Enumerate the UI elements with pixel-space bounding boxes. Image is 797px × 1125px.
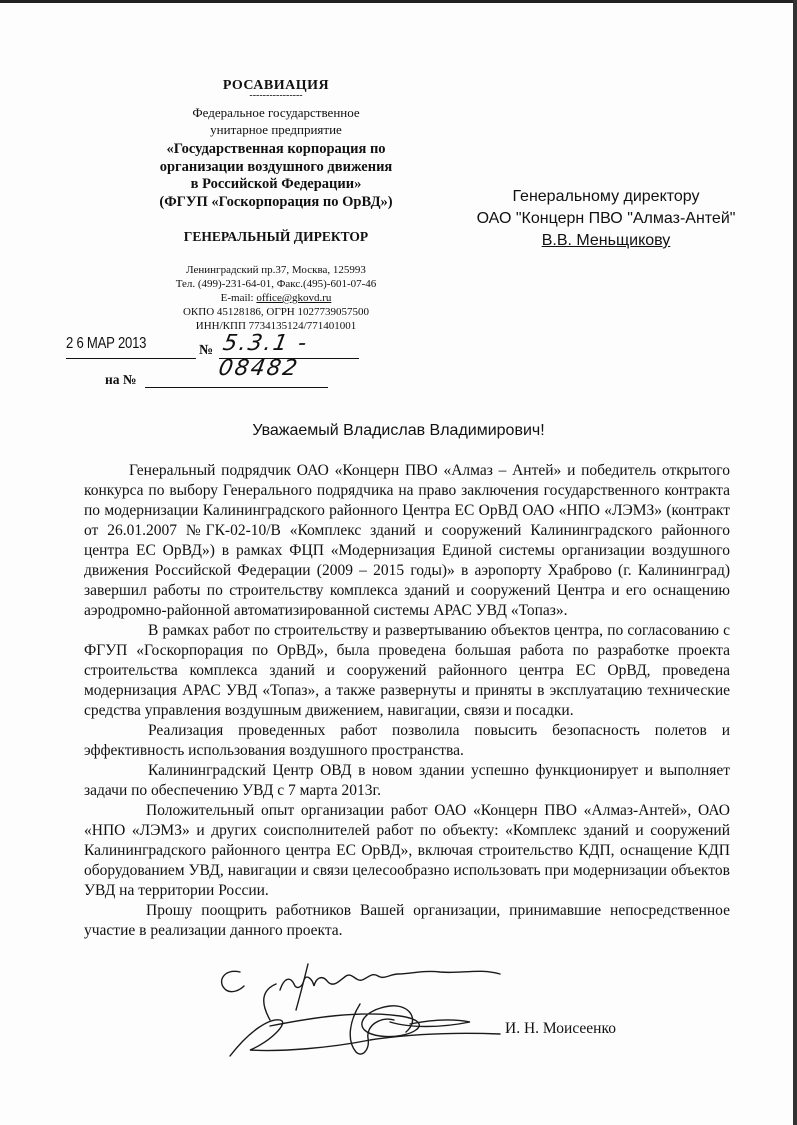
org-type-line: Федеральное государственное bbox=[192, 105, 360, 120]
date-underline bbox=[66, 358, 196, 359]
org-type-line: унитарное предприятие bbox=[210, 122, 342, 137]
handwritten-signature bbox=[210, 960, 530, 1070]
org-name-line: в Российской Федерации» bbox=[190, 176, 362, 192]
incoming-reference bbox=[105, 372, 335, 392]
addressee-block bbox=[450, 186, 762, 252]
paragraph: Прошу поощрить работников Вашей организации, принимавшие непосредственное участие в реализации данного проекта. bbox=[84, 902, 730, 939]
addressee-line: ОАО "Концерн ПВО "Алмаз-Антей" bbox=[476, 210, 736, 227]
paragraph: Калининградский Центр ОВД в новом здании успешно функционирует и выполняет задачи по обеспечению УВД с 7 марта 2013г. bbox=[84, 762, 730, 799]
org-name bbox=[96, 141, 456, 211]
paragraph: В рамках работ по строительству и развертыванию объектов центра, по согласованию с ФГУП «Госкорпорация по ОрВД», была проведена большая работа по разработке проекта строительства комплекса зданий и сооружений районного центра ЕС ОрВД, проведена модернизация АРАС УВД «Топаз», а также развернуты и приняты в эксплуатацию технические средства управления воздушным движением, навигации, связи и посадки. bbox=[84, 622, 730, 719]
email-link[interactable]: office@gkovd.ru bbox=[256, 292, 332, 304]
org-name-line: организации воздушного движения bbox=[159, 158, 393, 175]
outgoing-number: 5.3.1 - 08482 bbox=[216, 331, 311, 381]
sender-okpo: ОКПО 45128186, ОГРН 1027739057500 bbox=[182, 306, 370, 318]
addressee-name: В.В. Меньщикову bbox=[541, 232, 671, 249]
sender-email-row bbox=[96, 291, 456, 305]
paragraph: Реализация проведенных работ позволила повысить безопасность полетов и эффективность использования воздушного пространства. bbox=[84, 722, 730, 759]
sender-inn: ИНН/КПП 7734135124/771401001 bbox=[195, 320, 357, 332]
scan-top-edge bbox=[0, 0, 797, 3]
letter-body bbox=[84, 461, 730, 941]
email-label: E-mail: bbox=[220, 292, 257, 304]
sender-phones: Тел. (499)-231-64-01, Факс.(495)-601-07-46 bbox=[175, 278, 377, 290]
agency-name: РОСАВИАЦИЯ bbox=[222, 78, 330, 93]
org-type bbox=[96, 104, 456, 138]
org-name-line: «Государственная корпорация по bbox=[166, 141, 386, 157]
number-label: № bbox=[199, 343, 214, 358]
sender-contacts bbox=[96, 263, 456, 333]
outgoing-date-stamp: 2 6 МАР 2013 bbox=[66, 335, 147, 352]
sender-header bbox=[96, 78, 456, 333]
salutation: Уважаемый Владислав Владимирович! bbox=[252, 422, 545, 439]
incoming-number-underline bbox=[145, 387, 328, 388]
number-underline bbox=[219, 358, 359, 359]
paragraph: Положительный опыт организации работ ОАО «Концерн ПВО «Алмаз-Антей», ОАО «НПО «ЛЭМЗ» и других соисполнителей работ по объекту: «Комплекс зданий и сооружений Калининградского районного центра ЕС ОрВД», включая строительство КДП, оснащение КДП оборудованием УВД, навигации и связи целесообразно использовать при модернизации объектов УВД на территории России. bbox=[84, 802, 730, 899]
incoming-number-label: на № bbox=[105, 372, 137, 387]
addressee-line: Генеральному директору bbox=[512, 188, 700, 205]
paragraph: Генеральный подрядчик ОАО «Концерн ПВО «Алмаз – Антей» и победитель открытого конкурса по выбору Генерального подрядчика на право заключения государственного контракта по модернизации Калининградского районного Центра ЕС ОрВД ОАО «НПО «ЛЭМЗ» (контракт от 26.01.2007 №ГК-02-10/В «Комплекс зданий и сооружений Калининградского районного центра ЕС ОрВД») в рамках ФЦП «Модернизация Единой системы организации воздушного движения Российской Федерации (2009 – 2015 годы)» в аэропорту Храброво (г. Калининград) завершил работы по строительству комплекса зданий и сооружений Центра и его оснащению аэродромно-районной автоматизированной системы АРАС УВД «Топаз». bbox=[84, 462, 730, 619]
agency-divider: ---------------- bbox=[249, 90, 303, 101]
signatory-name: И. Н. Моисеенко bbox=[505, 1020, 616, 1037]
sender-title: ГЕНЕРАЛЬНЫЙ ДИРЕКТОР bbox=[183, 229, 369, 244]
org-name-line: (ФГУП «Госкорпорация по ОрВД») bbox=[159, 193, 393, 210]
sender-address: Ленинградский пр.37, Москва, 125993 bbox=[186, 264, 366, 276]
scan-right-edge bbox=[793, 0, 797, 1125]
